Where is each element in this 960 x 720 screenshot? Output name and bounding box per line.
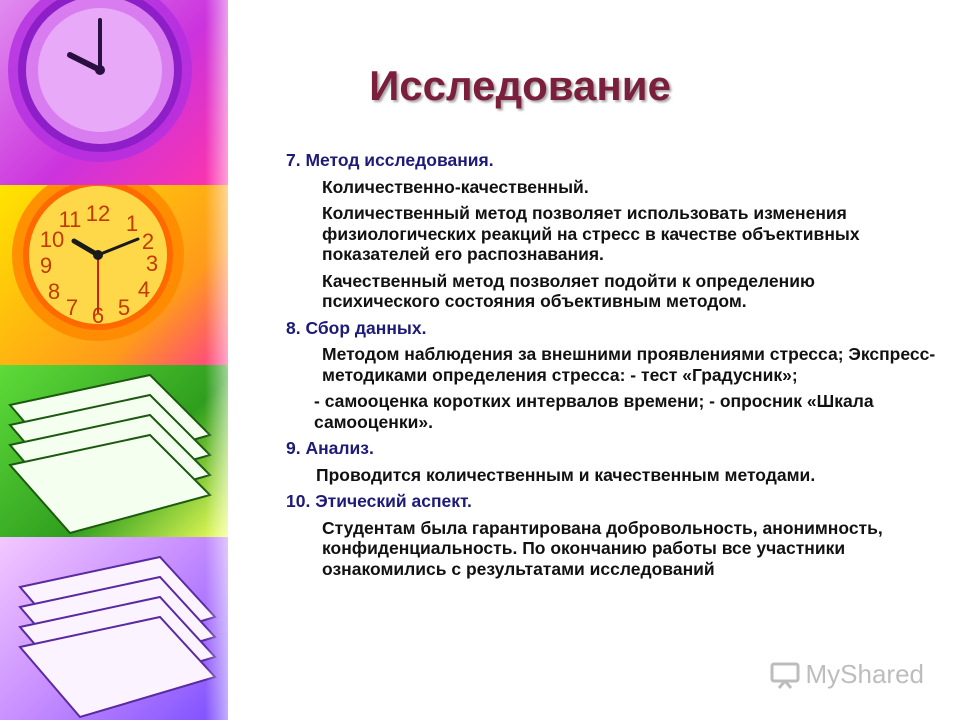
- svg-text:5: 5: [117, 295, 131, 320]
- paragraph-ethics: Студентам была гарантирована добровольность, анонимность, конфиденциальность. По окончанию работы все участники ознакомились с результатами исследований: [322, 517, 883, 579]
- svg-text:1: 1: [125, 211, 139, 236]
- decorative-image-strip: [0, 0, 228, 720]
- svg-text:6: 6: [91, 303, 105, 328]
- clock-icon: [0, 0, 228, 185]
- section-heading-method: 7. Метод исследования.: [286, 150, 494, 170]
- svg-text:11: 11: [58, 207, 82, 232]
- paragraph-method-type: Количественно-качественный.: [322, 176, 589, 197]
- svg-text:12: 12: [85, 201, 111, 226]
- section-heading-data-collection: 8. Сбор данных.: [286, 317, 427, 338]
- svg-text:9: 9: [39, 253, 53, 278]
- section-heading-analysis: 9. Анализ.: [286, 438, 374, 458]
- paragraph-quantitative-method: Количественный метод позволяет использовать изменения физиологических реакций на стресс в качестве объективных показателей его распознавания.: [322, 203, 860, 264]
- svg-text:4: 4: [137, 277, 151, 302]
- svg-text:2: 2: [141, 229, 155, 254]
- clock-icon: [0, 185, 228, 365]
- watermark: [770, 659, 925, 690]
- presentation-board-icon: [770, 661, 800, 689]
- svg-text:10: 10: [39, 227, 65, 252]
- papers-icon: [0, 537, 228, 720]
- slide-title: Исследование: [369, 62, 671, 109]
- paragraph-analysis: Проводится количественным и качественным методами.: [316, 464, 816, 485]
- watermark-text: MyShared: [805, 659, 924, 689]
- papers-icon: [0, 365, 228, 537]
- paragraph-self-assessment: - самооценка коротких интервалов времени; - опросник «Шкала самооценки».: [314, 391, 874, 432]
- section-heading-ethics: 10. Этический аспект.: [286, 491, 472, 511]
- slide-body: [286, 150, 936, 585]
- paragraph-observation: Методом наблюдения за внешними проявлениями стресса; Экспресс-методиками определения стресса: - тест «Градусник»;: [322, 344, 936, 385]
- svg-text:8: 8: [47, 279, 61, 304]
- clock-image-orange: [0, 185, 228, 365]
- clock-image-violet: [0, 0, 228, 185]
- svg-text:3: 3: [145, 251, 159, 276]
- papers-image-green: [0, 365, 228, 537]
- svg-text:7: 7: [65, 295, 79, 320]
- paragraph-qualitative-method: Качественный метод позволяет подойти к определению психического состояния объективным методом.: [322, 270, 815, 311]
- strip-fade: [205, 0, 265, 720]
- papers-image-purple: [0, 537, 228, 720]
